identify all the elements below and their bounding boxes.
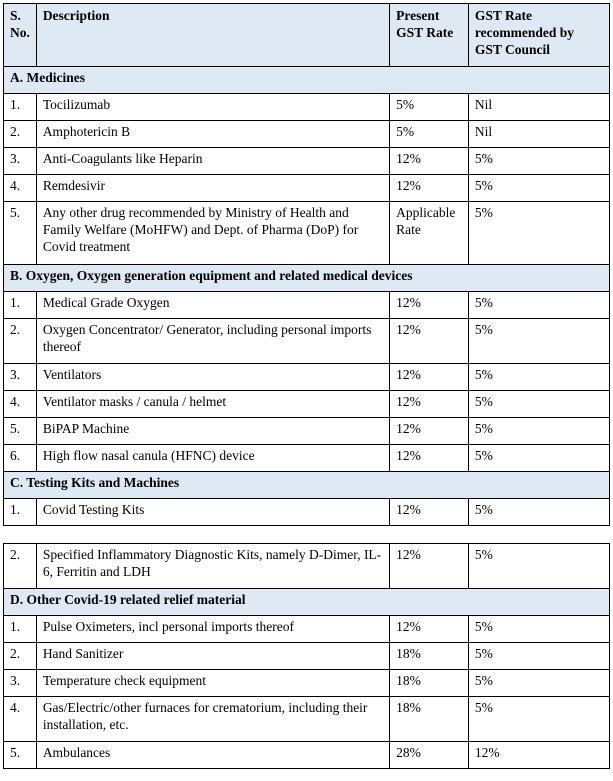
row-sno: 4. <box>4 697 37 742</box>
row-recommended-rate: Nil <box>468 121 609 148</box>
section-row <box>4 67 610 94</box>
row-recommended-rate: 5% <box>468 643 609 670</box>
table-row <box>4 94 610 121</box>
table-row <box>4 175 610 202</box>
table-row <box>4 418 610 445</box>
table-row <box>4 616 610 643</box>
section-row <box>4 589 610 616</box>
table-row <box>4 319 610 364</box>
row-present-rate: 12% <box>390 445 469 472</box>
section-title: D. Other Covid-19 related relief material <box>4 589 610 616</box>
row-present-rate: 12% <box>390 364 469 391</box>
table-row <box>4 202 610 265</box>
row-recommended-rate: 12% <box>468 742 609 769</box>
table-row <box>4 499 610 526</box>
row-description: Ventilator masks / canula / helmet <box>36 391 389 418</box>
row-present-rate: 12% <box>390 292 469 319</box>
table-row <box>4 148 610 175</box>
table-row <box>4 292 610 319</box>
row-sno: 1. <box>4 499 37 526</box>
row-recommended-rate: 5% <box>468 391 609 418</box>
row-recommended-rate: 5% <box>468 670 609 697</box>
row-description: Medical Grade Oxygen <box>36 292 389 319</box>
section-title: B. Oxygen, Oxygen generation equipment and related medical devices <box>4 265 610 292</box>
table-row <box>4 697 610 742</box>
row-description: Specified Inflammatory Diagnostic Kits, namely D-Dimer, IL-6, Ferritin and LDH <box>36 544 389 589</box>
row-present-rate: 18% <box>390 643 469 670</box>
row-sno: 1. <box>4 292 37 319</box>
section-title: A. Medicines <box>4 67 610 94</box>
table-row <box>4 391 610 418</box>
header-present-rate: Present GST Rate <box>390 4 469 67</box>
row-sno: 5. <box>4 418 37 445</box>
row-recommended-rate: 5% <box>468 364 609 391</box>
table-row <box>4 121 610 148</box>
row-present-rate: 28% <box>390 742 469 769</box>
section-row <box>4 472 610 499</box>
row-present-rate: 12% <box>390 544 469 589</box>
row-description: Tocilizumab <box>36 94 389 121</box>
row-sno: 4. <box>4 175 37 202</box>
row-sno: 3. <box>4 364 37 391</box>
row-description: High flow nasal canula (HFNC) device <box>36 445 389 472</box>
table-row <box>4 670 610 697</box>
row-description: Covid Testing Kits <box>36 499 389 526</box>
row-sno: 1. <box>4 616 37 643</box>
row-present-rate: 12% <box>390 175 469 202</box>
row-sno: 2. <box>4 643 37 670</box>
header-row <box>4 4 610 67</box>
row-description: Anti-Coagulants like Heparin <box>36 148 389 175</box>
row-sno: 5. <box>4 202 37 265</box>
row-sno: 3. <box>4 148 37 175</box>
table-row <box>4 445 610 472</box>
row-description: Any other drug recommended by Ministry of Health and Family Welfare (MoHFW) and Dept. of Pharma (DoP) for Covid treatment <box>36 202 389 265</box>
row-description: Oxygen Concentrator/ Generator, including personal imports thereof <box>36 319 389 364</box>
row-sno: 3. <box>4 670 37 697</box>
table-row <box>4 364 610 391</box>
row-recommended-rate: 5% <box>468 544 609 589</box>
gst-rate-table <box>3 3 610 526</box>
row-recommended-rate: 5% <box>468 697 609 742</box>
row-description: Amphotericin B <box>36 121 389 148</box>
row-recommended-rate: 5% <box>468 445 609 472</box>
row-sno: 2. <box>4 319 37 364</box>
table-row <box>4 544 610 589</box>
row-recommended-rate: 5% <box>468 319 609 364</box>
row-present-rate: 12% <box>390 148 469 175</box>
row-present-rate: 12% <box>390 616 469 643</box>
row-recommended-rate: 5% <box>468 148 609 175</box>
row-sno: 5. <box>4 742 37 769</box>
row-present-rate: 12% <box>390 391 469 418</box>
row-sno: 2. <box>4 121 37 148</box>
row-description: Hand Sanitizer <box>36 643 389 670</box>
row-sno: 2. <box>4 544 37 589</box>
row-present-rate: 12% <box>390 499 469 526</box>
header-description: Description <box>36 4 389 67</box>
row-recommended-rate: 5% <box>468 418 609 445</box>
section-row <box>4 265 610 292</box>
section-title: C. Testing Kits and Machines <box>4 472 610 499</box>
row-description: Temperature check equipment <box>36 670 389 697</box>
row-recommended-rate: 5% <box>468 175 609 202</box>
table-row <box>4 643 610 670</box>
row-sno: 4. <box>4 391 37 418</box>
row-present-rate: 12% <box>390 319 469 364</box>
row-sno: 1. <box>4 94 37 121</box>
row-description: BiPAP Machine <box>36 418 389 445</box>
row-description: Gas/Electric/other furnaces for crematorium, including their installation, etc. <box>36 697 389 742</box>
row-recommended-rate: 5% <box>468 616 609 643</box>
row-recommended-rate: 5% <box>468 292 609 319</box>
row-recommended-rate: Nil <box>468 94 609 121</box>
row-present-rate: 12% <box>390 418 469 445</box>
header-recommended-rate: GST Rate recommended by GST Council <box>468 4 609 67</box>
header-sno: S. No. <box>4 4 37 67</box>
row-present-rate: 5% <box>390 94 469 121</box>
row-present-rate: Applicable Rate <box>390 202 469 265</box>
row-description: Pulse Oximeters, incl personal imports thereof <box>36 616 389 643</box>
gst-rate-table-continued <box>3 543 610 769</box>
row-description: Remdesivir <box>36 175 389 202</box>
row-present-rate: 18% <box>390 670 469 697</box>
row-description: Ambulances <box>36 742 389 769</box>
row-sno: 6. <box>4 445 37 472</box>
row-present-rate: 5% <box>390 121 469 148</box>
row-present-rate: 18% <box>390 697 469 742</box>
row-recommended-rate: 5% <box>468 202 609 265</box>
row-recommended-rate: 5% <box>468 499 609 526</box>
table-row <box>4 742 610 769</box>
row-description: Ventilators <box>36 364 389 391</box>
